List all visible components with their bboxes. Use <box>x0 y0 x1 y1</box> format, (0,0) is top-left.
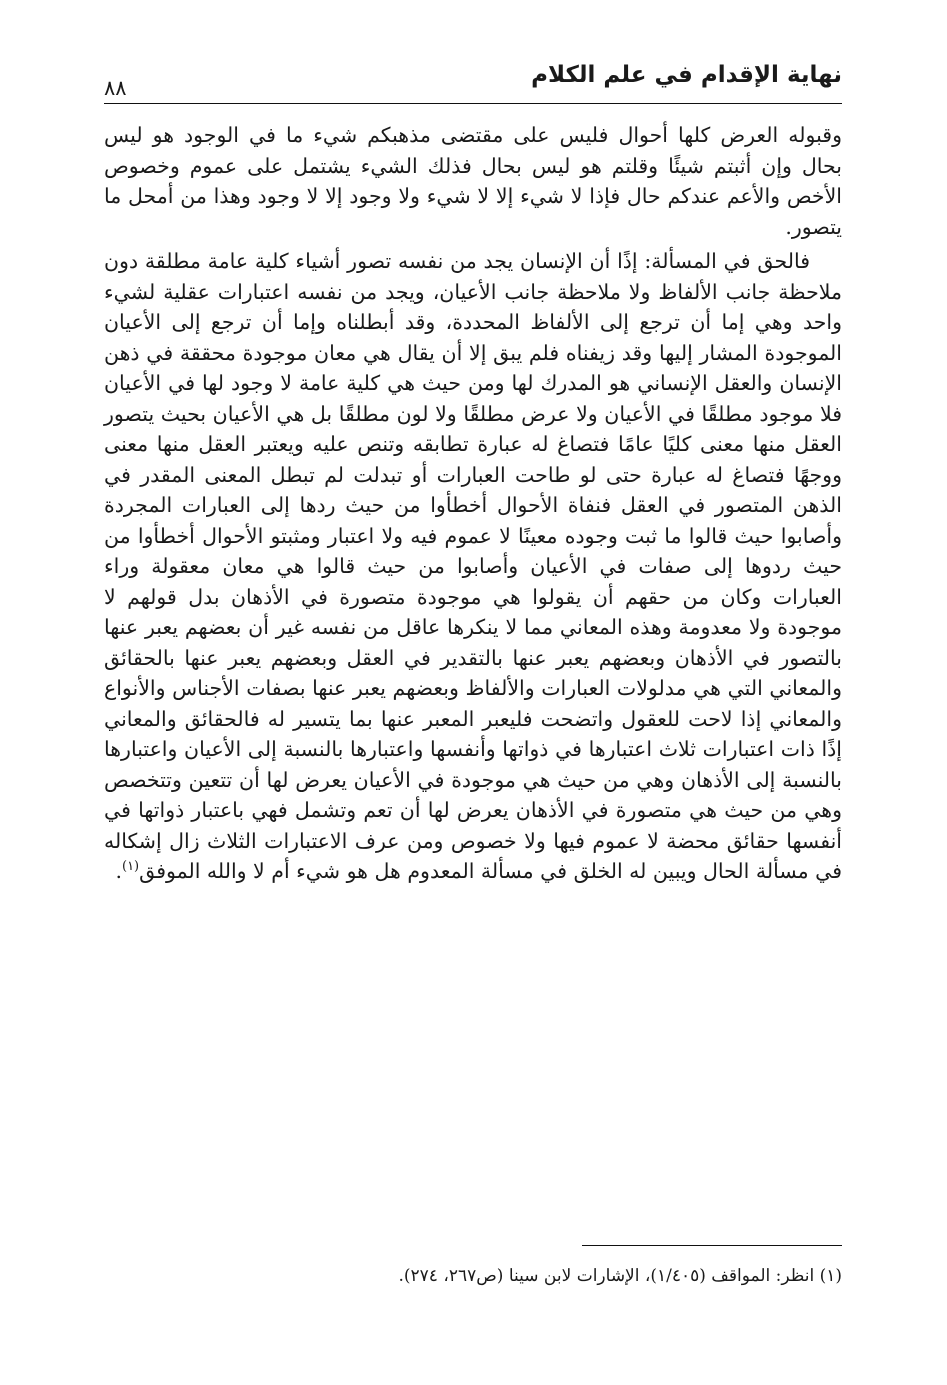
running-header <box>104 58 842 104</box>
footnote-separator <box>582 1245 842 1246</box>
page-number: ٨٨ <box>104 76 127 100</box>
footnote: (١) انظر: المواقف (١/٤٠٥)، الإشارات لابن سينا (ص٢٦٧، ٢٧٤). <box>398 1266 842 1286</box>
paragraph-text: فالحق في المسألة: إذًا أن الإنسان يجد من نفسه تصور أشياء كلية عامة مطلقة دون ملاحظة جانب الألفاظ ولا ملاحظة جانب الأعيان، ويجد من نفسه اعتبارات عقلية لشيء واحد وهي إما أن ترجع إلى الألفاظ المحددة، وقد أبطلناه وإما أن ترجع إلى الأعيان الموجودة المشار إليها وقد زيفناه فلم يبق إلا أن يقال هي معان موجودة محققة في ذهن الإنسان والعقل الإنساني هو المدرك لها ومن حيث هي كلية عامة لا وجود لها في الأعيان فلا موجود مطلقًا في الأعيان ولا عرض مطلقًا ولا لون مطلقًا بل هي الأعيان بحيث يتصور العقل منها معنى كليًا عامًا فتصاغ له عبارة تطابقه وتنص عليه ويعتبر العقل منها معنى ووجهًا فتصاغ له عبارة حتى لو طاحت العبارات أو تبدلت لم تبطل المعنى المقدر في الذهن المتصور في العقل فنفاة الأحوال أخطأوا من حيث ردها إلى العبارات المجردة وأصابوا حيث قالوا ما ثبت وجوده معينًا لا عموم فيه ولا اعتبار ومثبتو الأحوال أخطأوا من حيث ردوها إلى صفات في الأعيان وأصابوا من حيث قالوا هي معان معقولة وراء العبارات وكان من حقهم أن يقولوا هي موجودة متصورة في الأذهان بدل قولهم لا موجودة ولا معدومة وهذه المعاني مما لا ينكرها عاقل من نفسه غير أن بعضهم يعبر عنها بالتصور في الأذهان وبعضهم يعبر عنها بالتقدير في العقل وبعضهم يعبر عنها بالحقائق والمعاني التي هي مدلولات العبارات والألفاظ وبعضهم يعبر عنها بصفات الأجناس والأنواع والمعاني إذا لاحت للعقول واتضحت فليعبر المعبر عنها بما يتسير له فالحقائق والمعاني إذًا ذات اعتبارات ثلاث اعتبارها في ذواتها وأنفسها واعتبارها بالنسبة إلى الأعيان واعتبارها بالنسبة إلى الأذهان وهي من حيث هي موجودة في الأعيان يعرض لها أن تتعين وتتخصص وهي من حيث هي متصورة في الأذهان يعرض لها أن تعم وتشمل فهي باعتبار ذواتها في أنفسها حقائق محضة لا عموم فيها ولا خصوص ومن عرف الاعتبارات الثلاث زال إشكاله في مسألة الحال ويبين له الخلق في مسألة المعدوم هل هو شيء أم لا والله الموفق <box>104 249 842 883</box>
paragraph: وقبوله العرض كلها أحوال فليس على مقتضى مذهبكم شيء ما في الوجود هو ليس بحال وإن أثبتم شيئًا وقلتم هو ليس بحال فذلك الشيء يشتمل على عموم وخصوص الأخص والأعم عندكم حال فإذا لا شيء إلا لا شيء ولا وجود إلا لا وجود وهذا من أمحل ما يتصور. <box>104 123 842 239</box>
end-punctuation: . <box>115 859 122 883</box>
book-title: نهاية الإقدام في علم الكلام <box>531 62 842 88</box>
main-text <box>104 120 842 887</box>
paragraph <box>104 246 842 887</box>
header-rule <box>104 103 842 104</box>
footnote-reference: (١) <box>121 859 140 875</box>
